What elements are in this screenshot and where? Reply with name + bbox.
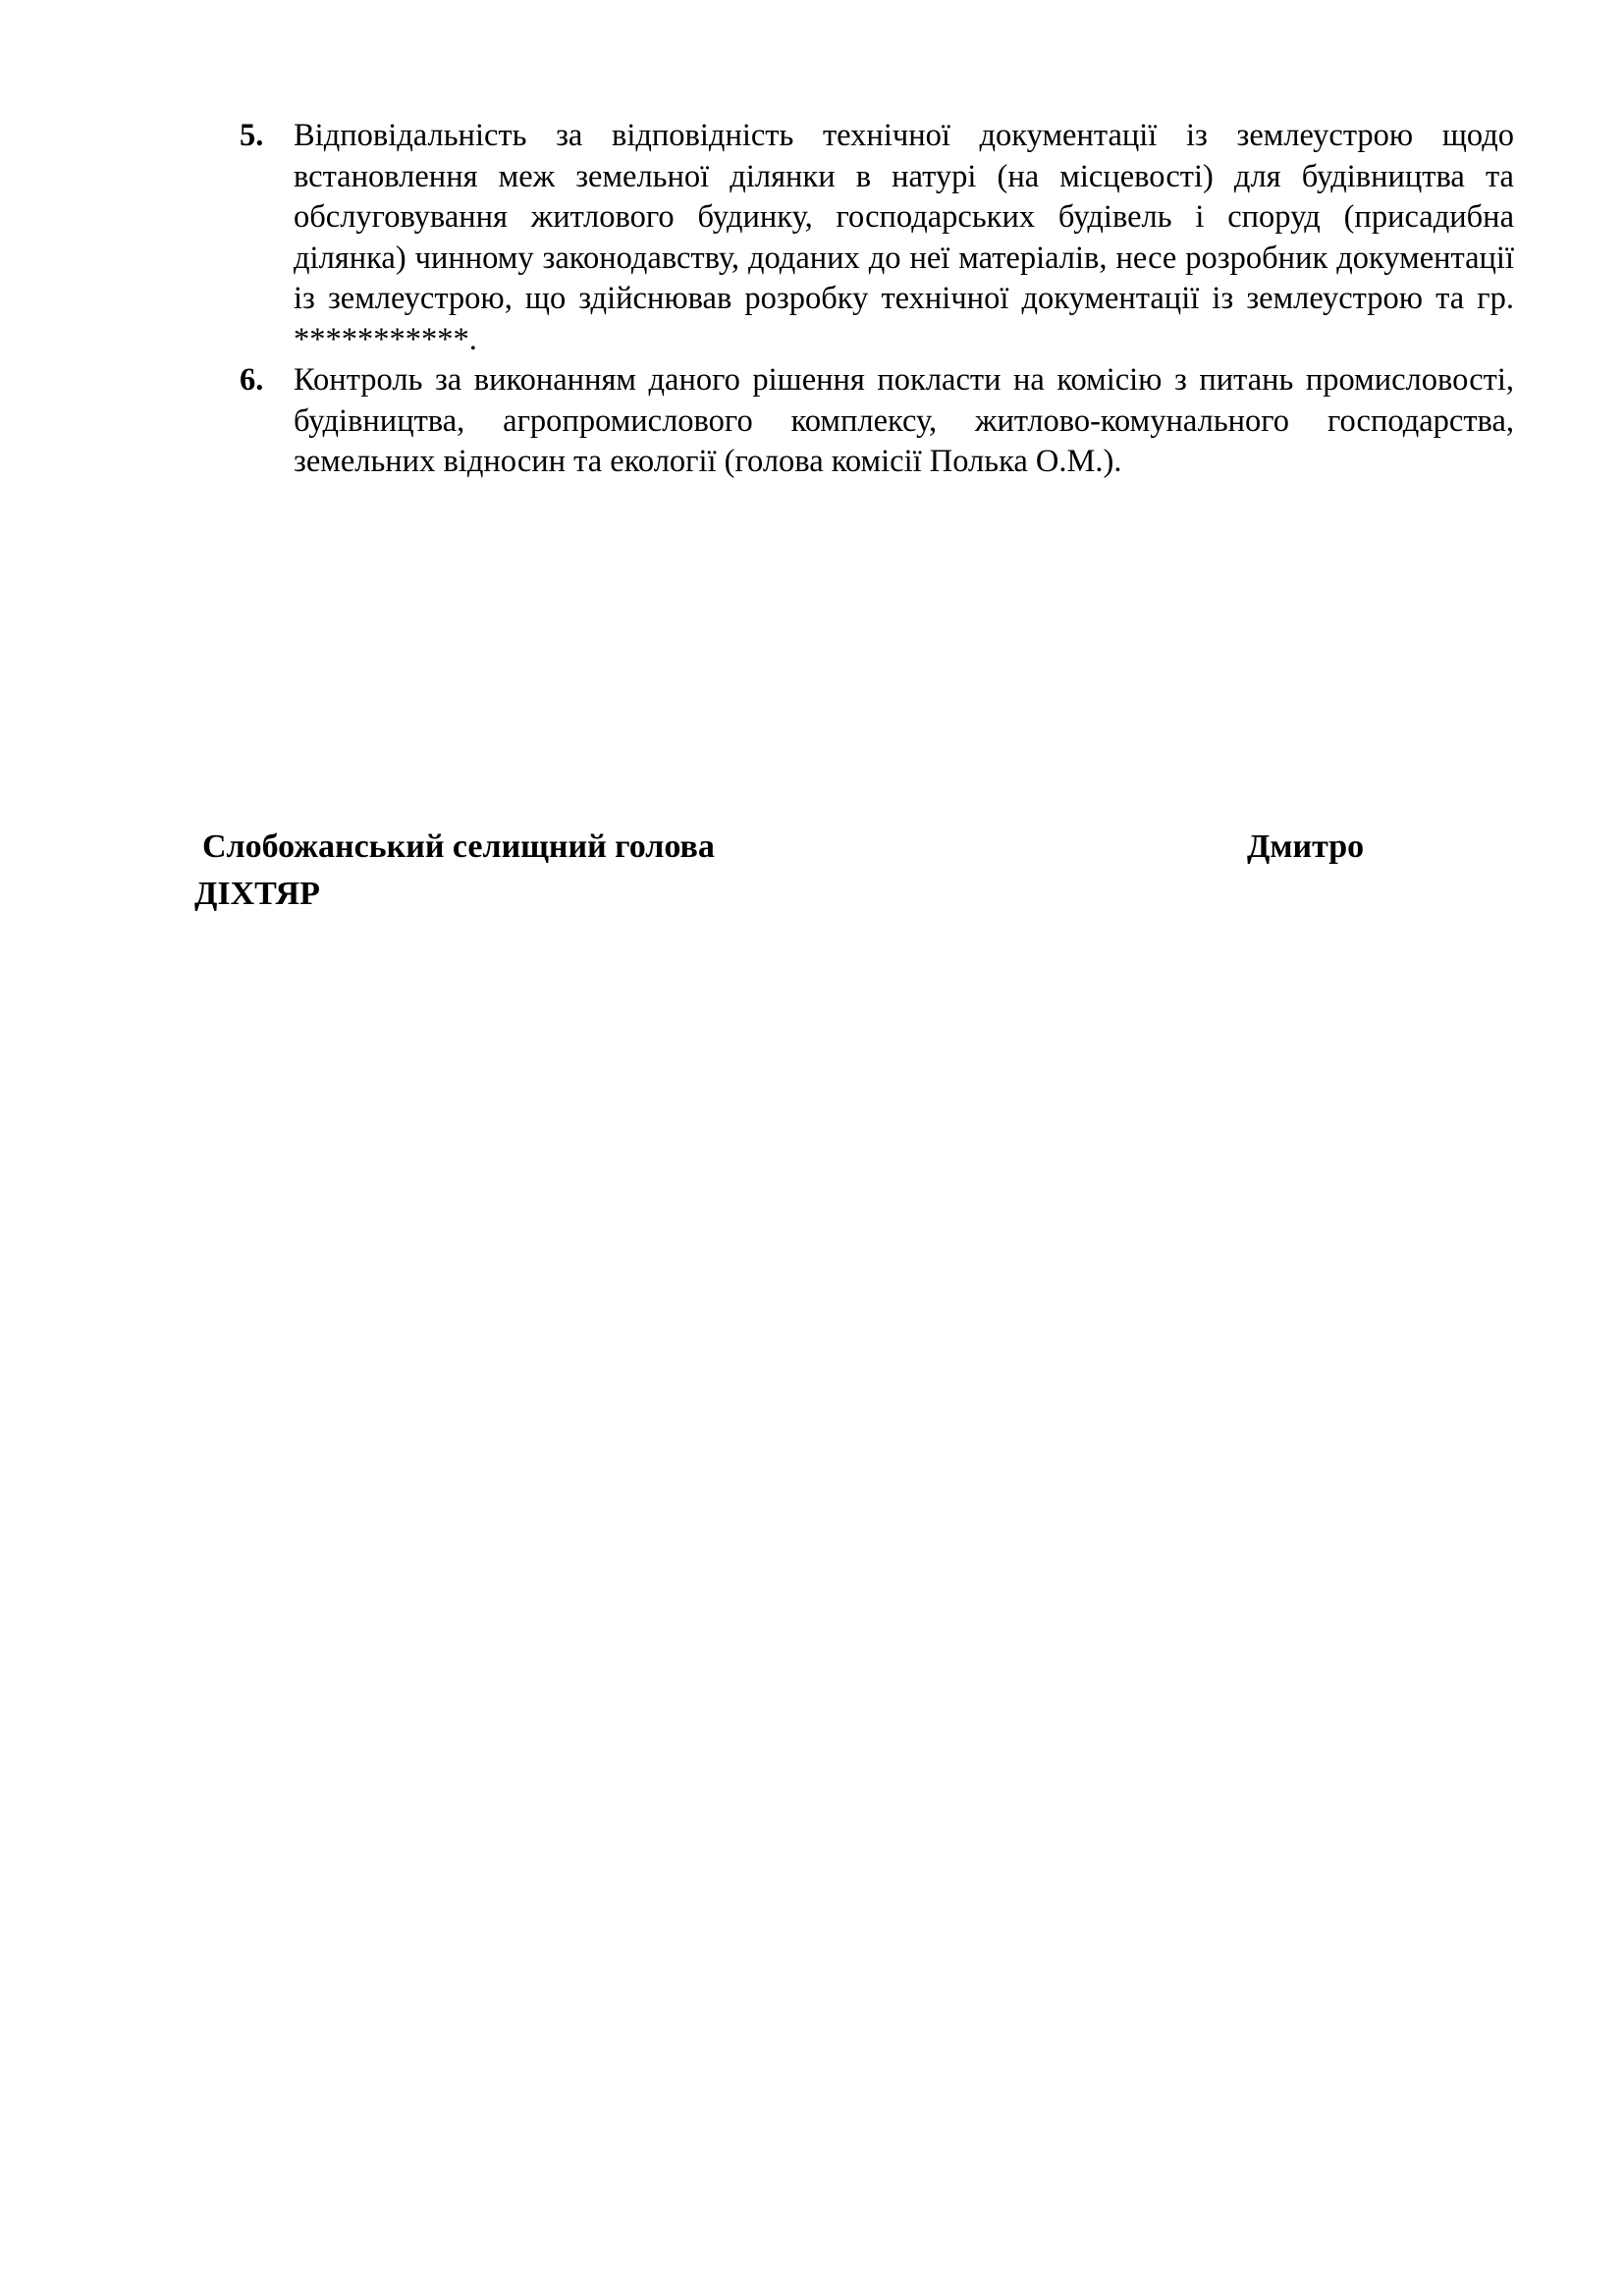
list-item [240,360,1514,483]
list-item [240,116,1514,360]
list-item-text: Контроль за виконанням даного рішення покласти на комісію з питань промисловості, будівництва, агропромислового комплексу, житлово-комунального господарства, земельних відносин та екології (голова комісії Полька О.М.). [294,362,1514,479]
signature-first-name: Дмитро [1247,828,1365,865]
numbered-list [240,116,1514,483]
list-item-text: Відповідальність за відповідність технічної документації із землеустрою щодо встановлення меж земельної ділянки в натурі (на місцевості) для будівництва та обслуговування житлового будинку, господарських будівель і споруд (присадибна ділянка) чинному законодавству, доданих до неї матеріалів, несе розробник документації із землеустрою, що здійснював розробку технічної документації із землеустрою та гр. ***********. [294,118,1514,357]
list-item-number: 5. [240,118,264,153]
signature-title: Слобожанський селищний голова [202,828,715,865]
signature-last-name: ДІХТЯР [194,876,320,912]
list-item-number: 6. [240,362,264,398]
